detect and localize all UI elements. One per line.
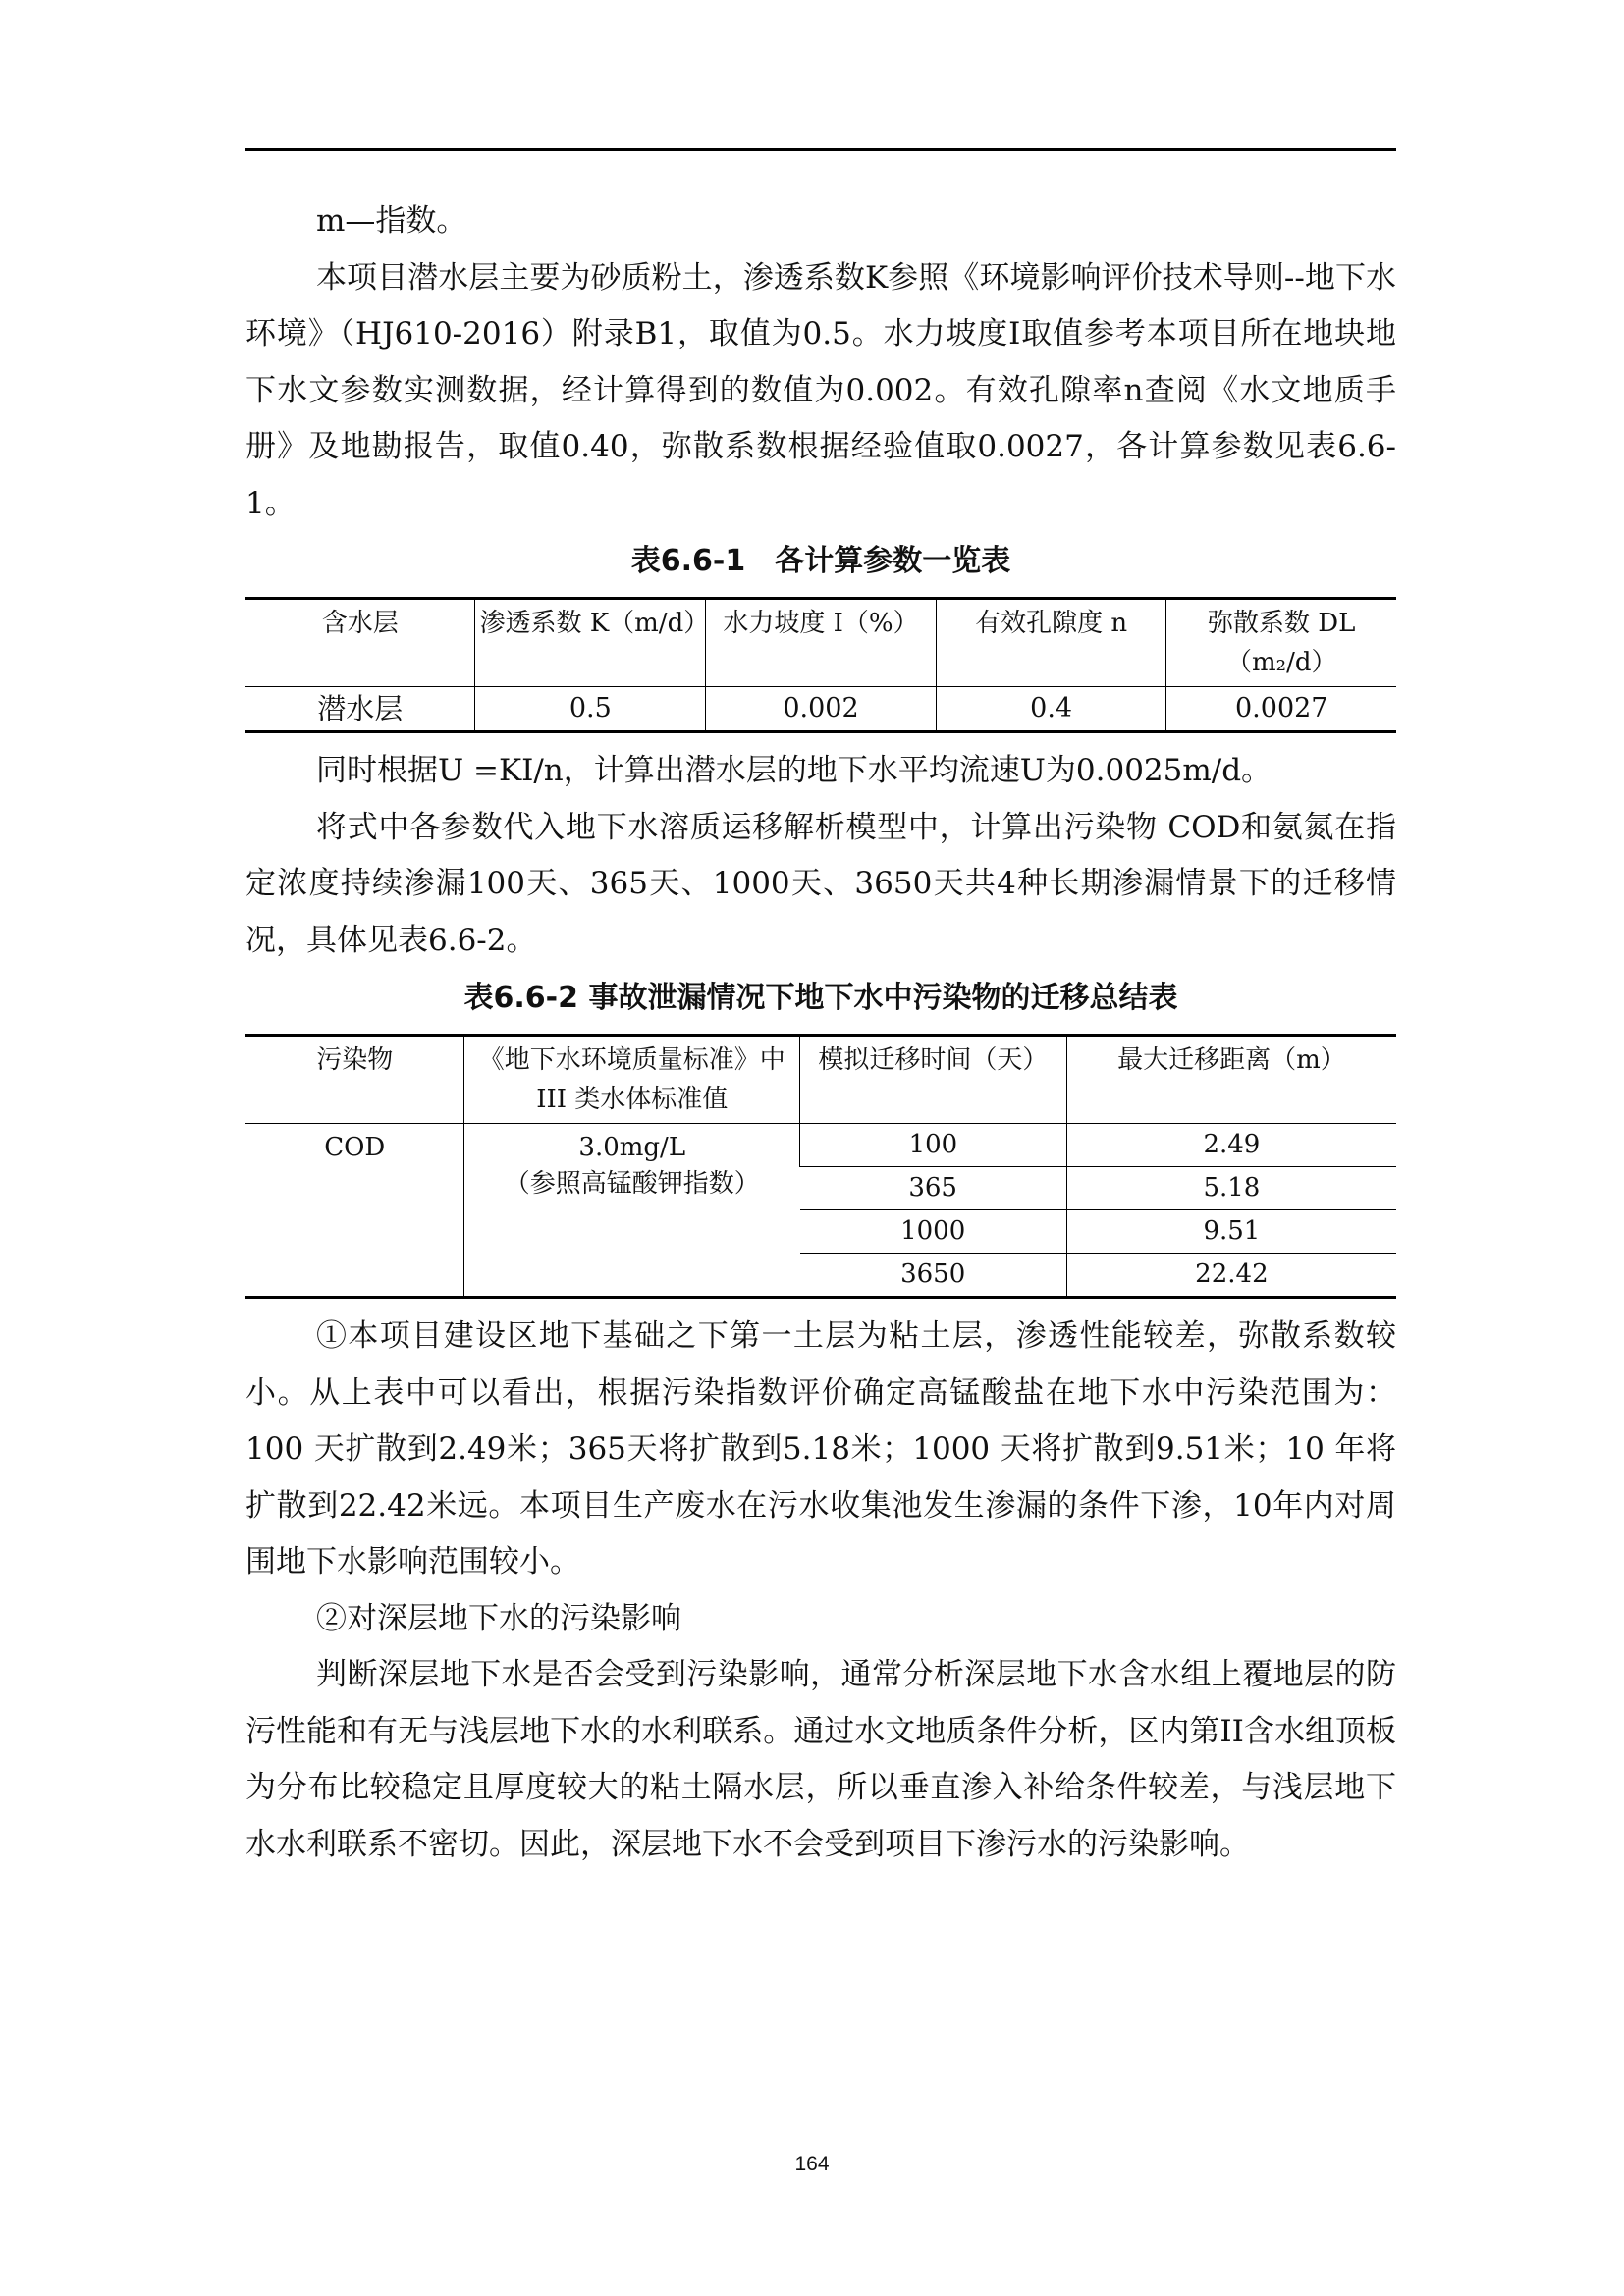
table1-cell-dispersion: 0.0027 — [1166, 687, 1396, 732]
table1-header-porosity: 有效孔隙度 n — [936, 599, 1166, 687]
table1-cell-aquifer: 潜水层 — [317, 692, 404, 725]
table1-header-row — [245, 599, 1396, 687]
table1-cell-gradient: 0.002 — [706, 687, 937, 732]
table2-standard-value: 3.0mg/L — [578, 1133, 686, 1162]
table2-cell-time: 3650 — [900, 1259, 966, 1289]
table2-header-standard: 《地下水环境质量标准》中III 类水体标准值 — [464, 1036, 800, 1124]
paragraph-deep-heading: ②对深层地下水的污染影响 — [316, 1600, 681, 1636]
paragraph-model-scenarios: 将式中各参数代入地下水溶质运移解析模型中，计算出污染物 COD和氨氮在指定浓度持续渗漏100天、365天、1000天、3650天共4种长期渗漏情景下的迁移情况，具体见表6.6-2。 — [245, 809, 1396, 958]
table2-standard-note: （参照高锰酸钾指数） — [504, 1169, 760, 1199]
table2-header-pollutant: 污染物 — [316, 1045, 394, 1075]
table1-header-aquifer: 含水层 — [321, 609, 399, 638]
table1-header-gradient: 水力坡度 I（%） — [706, 599, 937, 687]
table2-cell-distance: 9.51 — [1066, 1210, 1396, 1254]
table2-header-distance: 最大迁移距离（m） — [1066, 1036, 1396, 1124]
page-content — [245, 193, 1396, 1873]
table1-caption: 表6.6-1 各计算参数一览表 — [630, 544, 1011, 578]
table1-cell-porosity: 0.4 — [936, 687, 1166, 732]
paragraph-shallow-analysis: ①本项目建设区地下基础之下第一土层为粘土层，渗透性能较差，弥散系数较小。从上表中可以看出，根据污染指数评价确定高锰酸盐在地下水中污染范围为：100 天扩散到2.49米；365天将扩散到5.18米；1000 天将扩散到9.51米；10 年将扩散到22.42米远。本项目生产废水在污水收集池发生渗漏的条件下渗，10年内对周围地下水影响范围较小。 — [245, 1318, 1396, 1579]
table2-cell-distance: 2.49 — [1066, 1124, 1396, 1167]
table2-cell-time: 100 — [800, 1124, 1067, 1167]
table2-caption: 表6.6-2 事故泄漏情况下地下水中污染物的迁移总结表 — [463, 981, 1178, 1015]
table-calculation-parameters — [245, 597, 1396, 733]
table1-header-dispersion: 弥散系数 DL（m₂/d） — [1166, 599, 1396, 687]
table2-cell-time: 1000 — [800, 1210, 1067, 1254]
table1-cell-permeability: 0.5 — [475, 687, 706, 732]
table2-cell-distance: 5.18 — [1066, 1167, 1396, 1210]
paragraph-parameters: 本项目潜水层主要为砂质粉土，渗透系数K参照《环境影响评价技术导则--地下水环境》（HJ610-2016）附录B1，取值为0.5。水力坡度I取值参考本项目所在地块地下水文参数实测数据，经计算得到的数值为0.002。有效孔隙率n查阅《水文地质手册》及地勘报告，取值0.40，弥散系数根据经验值取0.0027，各计算参数见表6.6-1。 — [245, 259, 1396, 521]
table1-header-permeability: 渗透系数 K（m/d） — [475, 599, 706, 687]
paragraph-m-index: m—指数。 — [316, 203, 467, 239]
table2-cell-time: 365 — [800, 1167, 1067, 1210]
table2-cell-pollutant: COD — [324, 1133, 386, 1162]
table2-cell-distance: 22.42 — [1066, 1254, 1396, 1298]
table2-row — [245, 1124, 1396, 1167]
page-number: 164 — [794, 2153, 830, 2175]
header-rule — [245, 148, 1396, 151]
paragraph-deep-analysis: 判断深层地下水是否会受到污染影响，通常分析深层地下水含水组上覆地层的防污性能和有无与浅层地下水的水利联系。通过水文地质条件分析，区内第II含水组顶板为分布比较稳定且厚度较大的粘土隔水层，所以垂直渗入补给条件较差，与浅层地下水水利联系不密切。因此，深层地下水不会受到项目下渗污水的污染影响。 — [245, 1657, 1396, 1862]
table2-header-time: 模拟迁移时间（天） — [800, 1036, 1067, 1124]
table2-cell-standard — [464, 1124, 800, 1298]
paragraph-flow-velocity: 同时根据U =KI/n，计算出潜水层的地下水平均流速U为0.0025m/d。 — [316, 753, 1272, 788]
table1-row — [245, 687, 1396, 732]
table2-header-row — [245, 1036, 1396, 1124]
table-pollutant-migration — [245, 1034, 1396, 1299]
